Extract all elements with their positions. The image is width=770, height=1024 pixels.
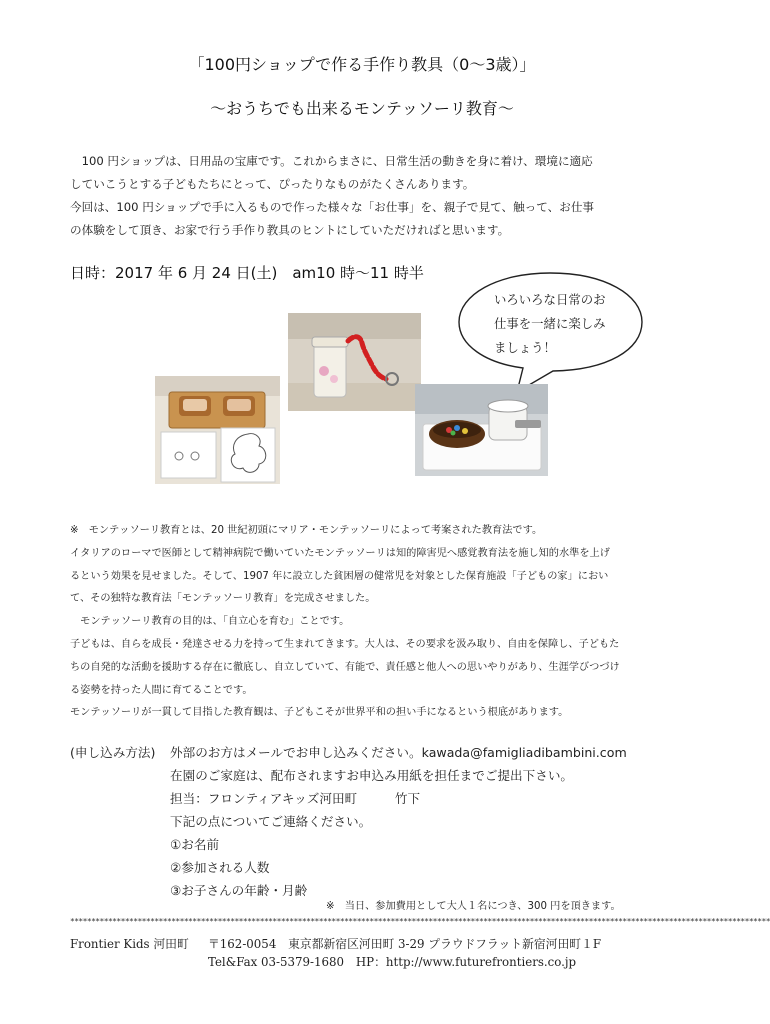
about-montessori <box>70 520 670 725</box>
about-line: て、その独特な教育法「モンテッソーリ教育」を完成させました。 <box>70 593 376 605</box>
intro-line: していこうとする子どもたちにとって、ぴったりなものがたくさんあります。 <box>70 177 475 191</box>
photo-bowl-image <box>415 384 548 476</box>
about-line: モンテッソーリが一貫して目指した教育観は、子どもこそが世界平和の担い手になるという根底があります。 <box>70 707 569 719</box>
application-line: 下記の点についてご連絡ください。 <box>170 814 372 829</box>
bubble-line: ましょう！ <box>494 340 556 355</box>
document-subtitle: ～おうちでも出来るモンテッソーリ教育～ <box>210 99 514 118</box>
event-date: 日時：2017 年 6 月 24 日(土) am10 時～11 時半 <box>70 264 424 282</box>
intro-line: 今回は、100 円ショップで手に入るもので作った様々な「お仕事」を、親子で見て、触って、お仕事 <box>70 200 595 214</box>
speech-bubble-text <box>494 288 634 360</box>
about-line: る姿勢を持った人間に育てることです。 <box>70 684 253 696</box>
footer-address: 〒162-0054 東京都新宿区河田町 3-29 プラウドフラット新宿河田町１F <box>208 937 602 951</box>
intro-line: の体験をして頂き、お家で行う手作り教具のヒントにしていただければと思います。 <box>70 223 510 237</box>
application-line: 担当：フロンティアキッズ河田町 竹下 <box>170 791 421 806</box>
application-details <box>170 741 690 902</box>
photo-bowls-image <box>155 376 280 484</box>
about-line: モンテッソーリ教育の目的は、「自立心を育む」ことです。 <box>70 616 350 628</box>
footer-contact: Tel&Fax 03-5379-1680 HP：http://www.futurefrontiers.co.jp <box>208 955 577 969</box>
photo-bowl-and-cup <box>415 384 548 476</box>
bubble-line: 仕事を一緒に楽しみ <box>494 316 606 331</box>
intro-line: 100 円ショップは、日用品の宝庫です。これからまさに、日常生活の動きを身に着け、環境に適応 <box>70 154 593 168</box>
intro-paragraph <box>70 150 670 242</box>
about-line: イタリアのローマで医師として精神病院で働いていたモンテッソーリは知的障害児へ感覚教育法を施し知的水準を上げ <box>70 547 610 559</box>
document-title: 「100円ショップで作る手作り教具（0～3歳）」 <box>188 55 536 74</box>
footer-divider: ********************************************************************************************************************************************************************** <box>70 917 770 926</box>
bubble-line: いろいろな日常のお <box>494 292 606 307</box>
photo-bowls-and-cards <box>155 376 280 484</box>
application-label: (申し込み方法) <box>70 745 156 760</box>
application-line: ③お子さんの年齢・月齢 <box>170 883 308 898</box>
application-line: 在園のご家庭は、配布されますお申込み用紙を担任までご提出下さい。 <box>170 768 573 783</box>
photo-jar-image <box>288 313 421 411</box>
application-line: ②参加される人数 <box>170 860 270 875</box>
application-line: 外部のお方はメールでお申し込みください。kawada@famigliadibambini.com <box>170 745 627 760</box>
footer-org: Frontier Kids 河田町 <box>70 937 189 951</box>
application-line: ①お名前 <box>170 837 220 852</box>
about-line: ちの自発的な活動を援助する存在に徹底し、自立していて、有能で、責任感と他人への思いやりがあり、生涯学びつづけ <box>70 661 620 673</box>
photo-jar-and-chain <box>288 313 421 411</box>
about-line: るという効果を見せました。そして、1907 年に設立した貧困層の健常児を対象とした保育施設「子どもの家」におい <box>70 570 609 582</box>
about-line: 子どもは、自らを成長・発達させる力を持って生まれてきます。大人は、その要求を汲み取り、自由を保障し、子どもた <box>70 638 620 650</box>
about-line: ※ モンテッソーリ教育とは、20 世紀初頭にマリア・モンテッソーリによって考案された教育法です。 <box>70 525 543 536</box>
fee-note: ※ 当日、参加費用として大人１名につき、300 円を頂きます。 <box>326 901 621 912</box>
